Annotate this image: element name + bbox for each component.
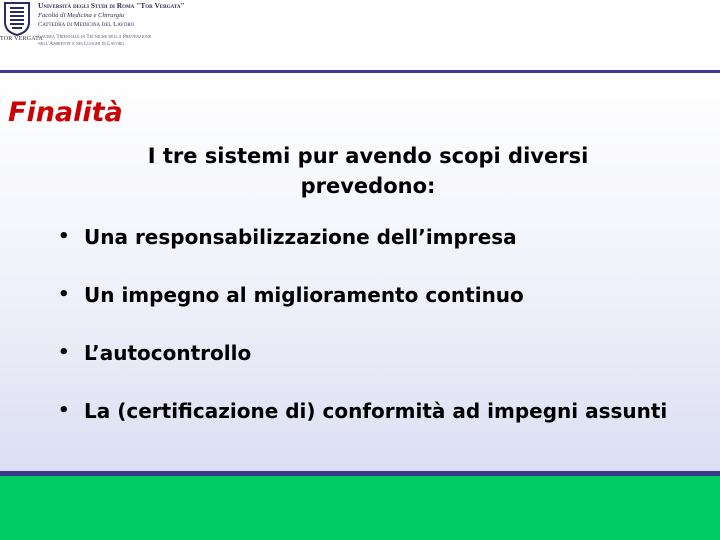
slide-header: [0, 0, 720, 70]
institution-name: Università degli Studi di Roma "Tor Vergata": [38, 1, 185, 10]
bullet-text: Una responsabilizzazione dell’impresa: [84, 225, 517, 249]
bullet-dot-icon: •: [58, 284, 70, 305]
bullet-dot-icon: •: [58, 226, 70, 247]
bullet-text: La (certificazione di) conformità ad impegni assunti: [84, 399, 668, 423]
bullet-dot-icon: •: [58, 400, 70, 421]
bullet-dot-icon: •: [58, 342, 70, 363]
list-item: [56, 281, 676, 309]
slide-title: Finalità: [8, 97, 123, 128]
footer-band: [0, 476, 720, 540]
chair-name: Cattedra di Medicina del Lavoro: [38, 21, 135, 28]
degree-name-line1: Laurea Triennale in Tecniche della Prevenzione: [38, 33, 152, 40]
degree-name-line2: nell'Ambiente e nei Luoghi di Lavoro: [38, 40, 125, 47]
list-item: [56, 339, 676, 367]
bullet-list: [56, 223, 676, 425]
logo-caption: TOR VERGATA: [0, 36, 44, 42]
list-item: [56, 223, 676, 251]
bullet-text: Un impegno al miglioramento continuo: [84, 283, 524, 307]
bullet-text: L’autocontrollo: [84, 341, 252, 365]
institution-block: [38, 1, 213, 48]
list-item: [56, 397, 676, 425]
slide-intro: I tre sistemi pur avendo scopi diversi prevedono:: [147, 144, 589, 198]
faculty-name: Facoltà di Medicina e Chirurgia: [38, 11, 125, 19]
